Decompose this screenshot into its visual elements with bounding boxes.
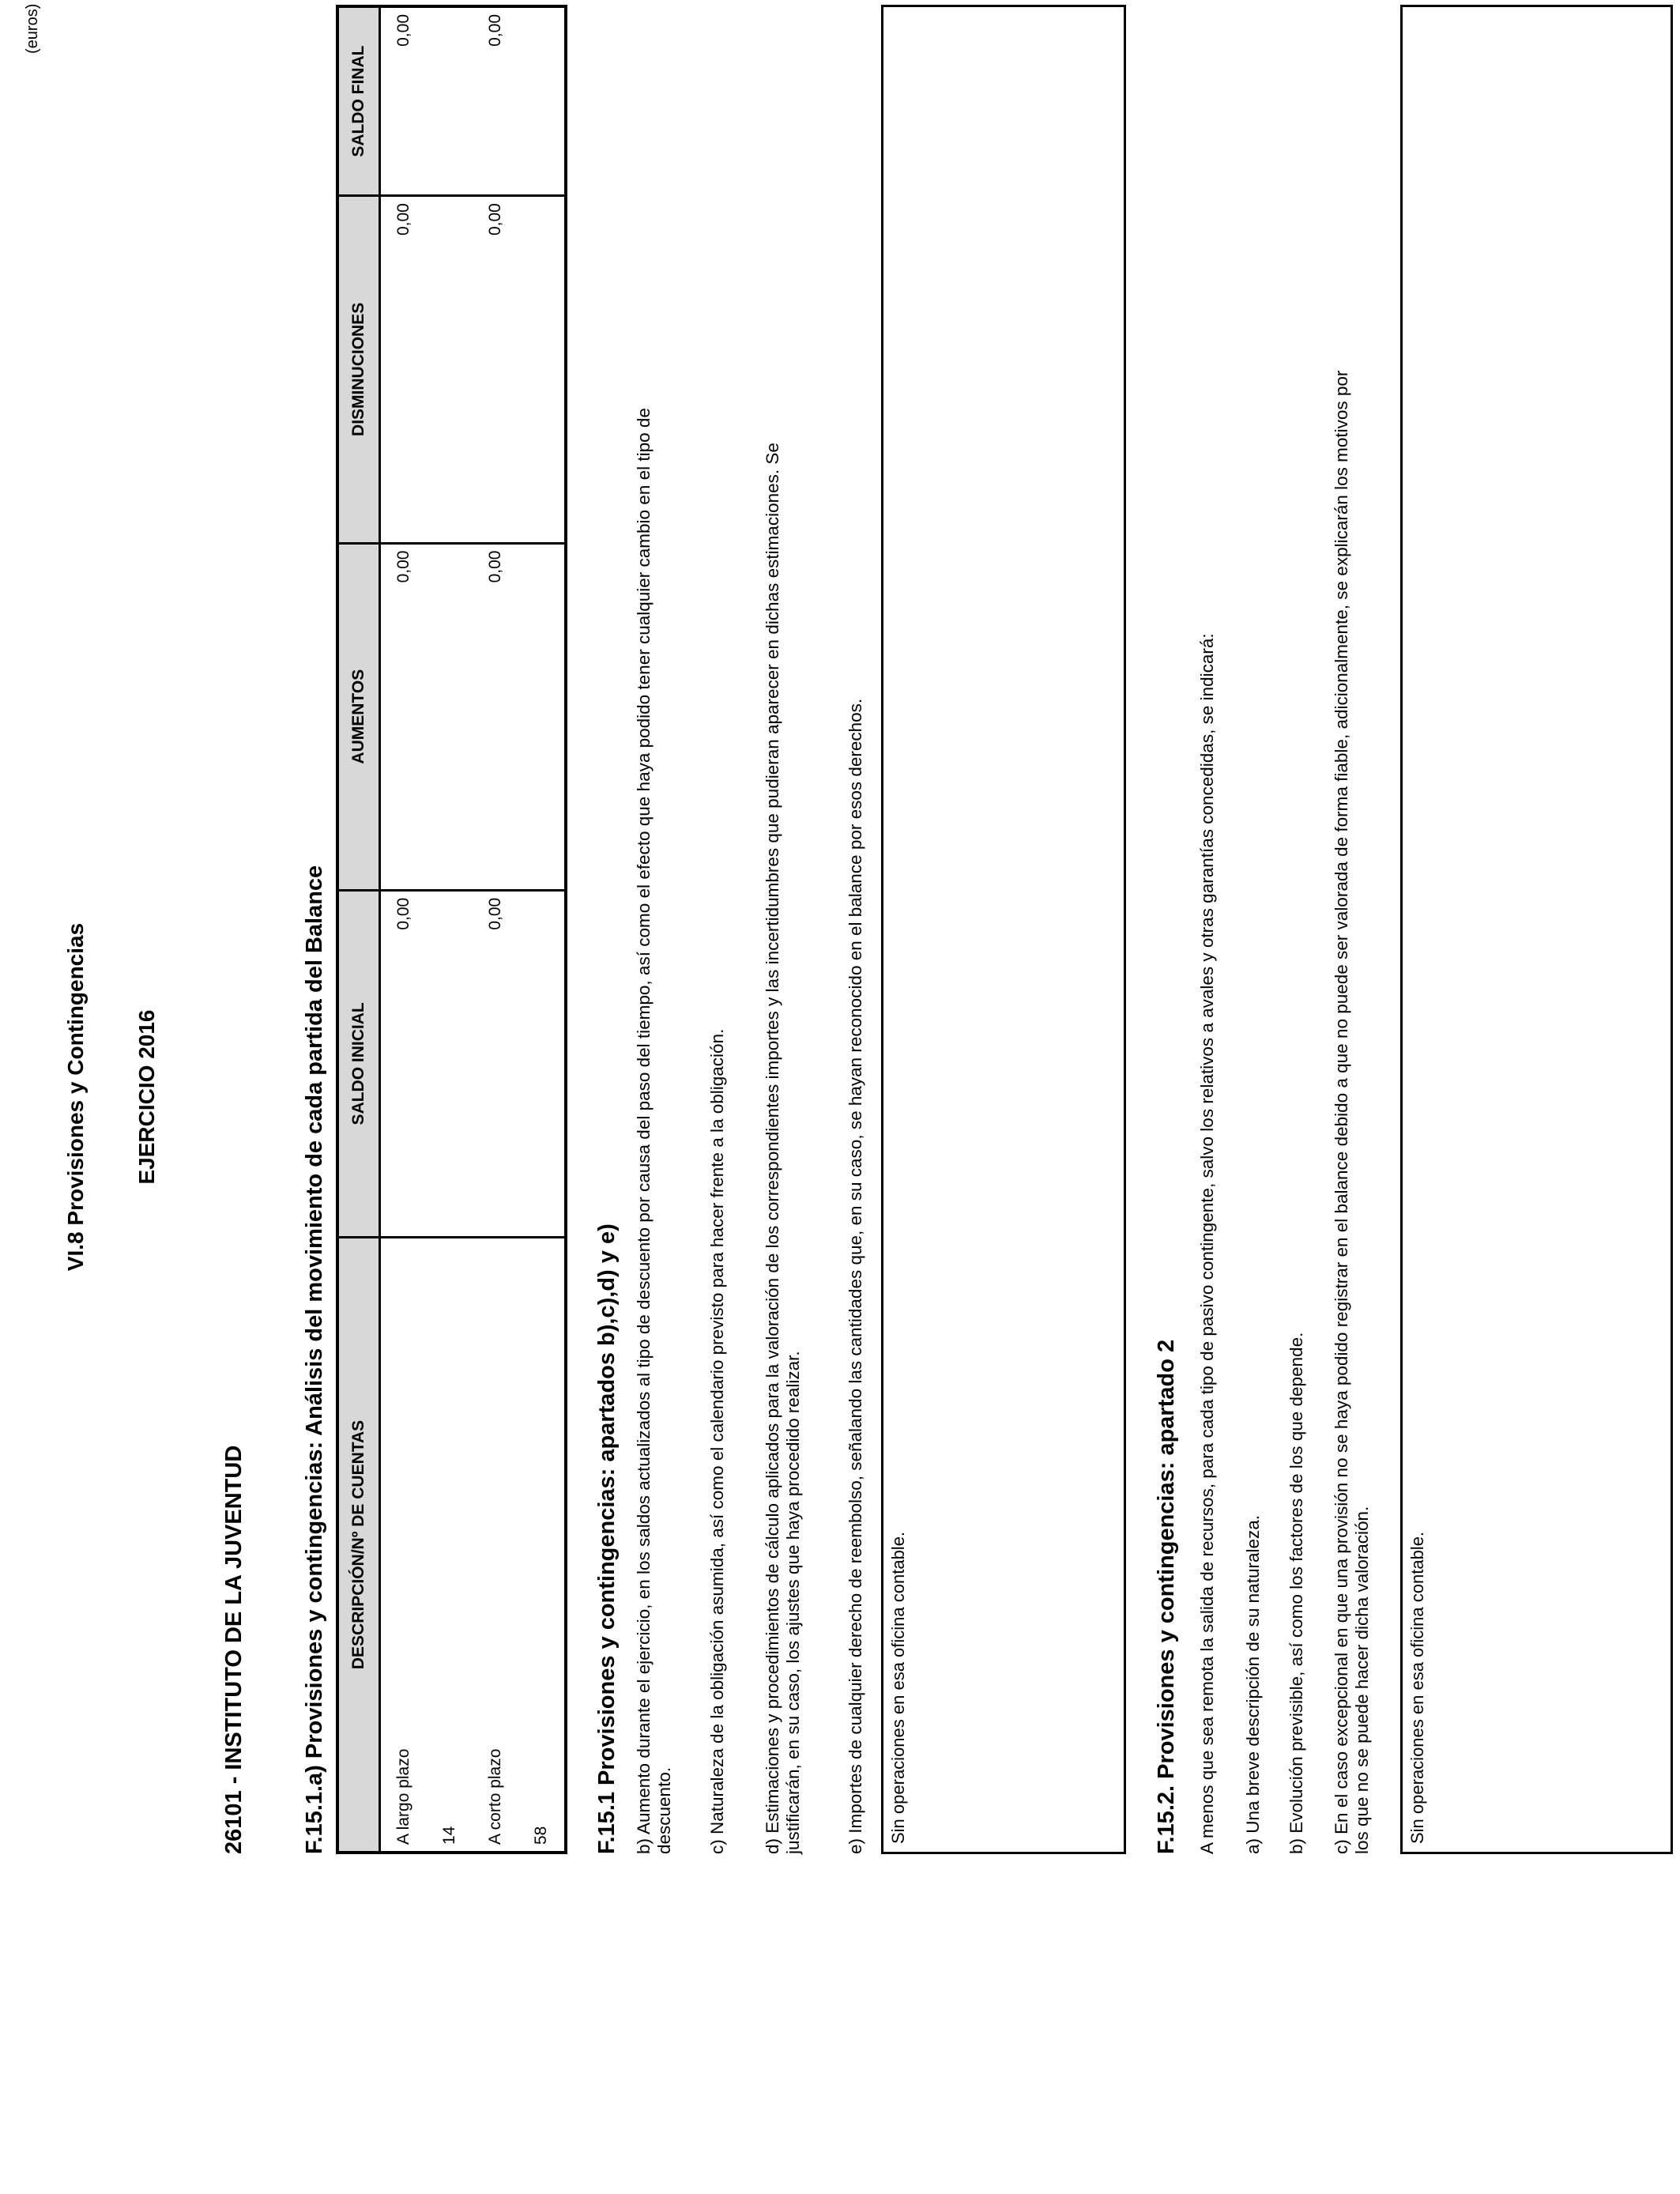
f152-item-c (1332, 0, 1373, 1854)
f151-item-b-line2: descuento. (654, 1766, 674, 1854)
row-description-cell (473, 1237, 566, 1853)
row-account: 14 (440, 1826, 458, 1845)
section-title: VI.8 Provisiones y Contingencias (63, 922, 88, 1272)
f151-item-d-line1: d) Estimaciones y procedimientos de cálculo aplicados para la valoración de los correspondientes importes y las incertidumbres que pudieran aparecer en dichas estimaciones. Se (763, 443, 782, 1854)
col-header-description: DESCRIPCIÓN/Nº DE CUENTAS (337, 1237, 380, 1853)
f152-item-c-line2: los que no se puede hacer dicha valoración. (1352, 1506, 1372, 1854)
row-account: 58 (532, 1826, 550, 1845)
f151-response-text: Sin operaciones en esa oficina contable. (888, 1531, 908, 1844)
f151-item-b (634, 0, 675, 1854)
value-saldo-inicial: 0,00 (486, 897, 504, 930)
table-row (380, 6, 473, 1853)
value-disminuciones: 0,00 (394, 203, 412, 236)
cell-saldo-inicial (380, 890, 473, 1237)
value-aumentos: 0,00 (394, 550, 412, 583)
col-header-saldo-inicial: SALDO INICIAL (337, 890, 380, 1237)
f151-item-d-line2: justificarán, en su caso, los ajustes que haya procedido realizar. (783, 1351, 803, 1854)
f151-response-box (881, 5, 1126, 1854)
row-description: A largo plazo (394, 1748, 412, 1845)
f151-item-d (763, 0, 804, 1854)
value-saldo-inicial: 0,00 (394, 897, 412, 930)
cell-saldo-final (473, 6, 566, 196)
cell-aumentos (473, 543, 566, 890)
f152-response-text: Sin operaciones en esa oficina contable. (1407, 1531, 1427, 1844)
table-header-row (337, 6, 380, 1853)
f1511a-heading: F.15.1.a) Provisiones y contingencias: Análisis del movimiento de cada partida del Balance (302, 865, 327, 1854)
value-saldo-final: 0,00 (394, 14, 412, 47)
f151-item-c: c) Naturaleza de la obligación asumida, así como el calendario previsto para hacer frente a la obligación. (707, 1028, 727, 1854)
value-saldo-final: 0,00 (486, 14, 504, 47)
col-header-aumentos: AUMENTOS (337, 543, 380, 890)
f151-item-b-line1: b) Aumento durante el ejercicio, en los saldos actualizados al tipo de descuento por causa del paso del tiempo, así como el efecto que haya podido tener cualquier cambio en el tipo de (634, 408, 654, 1854)
f151-item-e: e) Importes de cualquier derecho de reembolso, señalando las cantidades que, en su caso, se hayan reconocido en el balance por esos derechos. (846, 698, 865, 1854)
f152-item-a: a) Una breve descripción de su naturaleza. (1243, 1515, 1263, 1854)
f152-intro: A menos que sea remota la salida de recursos, para cada tipo de pasivo contingente, salvo los relativos a avales y otras garantías concedidas, se indicará: (1197, 633, 1217, 1854)
f151-heading: F.15.1 Provisiones y contingencias: apartados b),c),d) y e) (594, 1223, 620, 1854)
value-aumentos: 0,00 (486, 550, 504, 583)
f152-item-b: b) Evolución previsible, así como los factores de los que depende. (1286, 1332, 1306, 1854)
value-disminuciones: 0,00 (486, 203, 504, 236)
table-row (473, 6, 566, 1853)
f152-item-c-line1: c) En el caso excepcional en que una provisión no se haya podido registrar en el balance debido a que no puede ser valorada de forma fiable, adicionalmente, se explicarán los motivos por (1332, 370, 1351, 1854)
cell-aumentos (380, 543, 473, 890)
cell-disminuciones (380, 196, 473, 543)
provisions-table (336, 5, 567, 1854)
row-description-cell (380, 1237, 473, 1853)
exercise-title: EJERCICIO 2016 (134, 1009, 159, 1185)
cell-disminuciones (473, 196, 566, 543)
entity-title: 26101 - INSTITUTO DE LA JUVENTUD (221, 1445, 247, 1854)
f152-heading: F.15.2. Provisiones y contingencias: apartado 2 (1154, 1339, 1179, 1854)
cell-saldo-inicial (473, 890, 566, 1237)
row-description: A corto plazo (486, 1748, 504, 1845)
f152-response-box (1400, 5, 1673, 1854)
cell-saldo-final (380, 6, 473, 196)
col-header-saldo-final: SALDO FINAL (337, 6, 380, 196)
currency-note: (euros) (24, 3, 41, 54)
col-header-disminuciones: DISMINUCIONES (337, 196, 380, 543)
